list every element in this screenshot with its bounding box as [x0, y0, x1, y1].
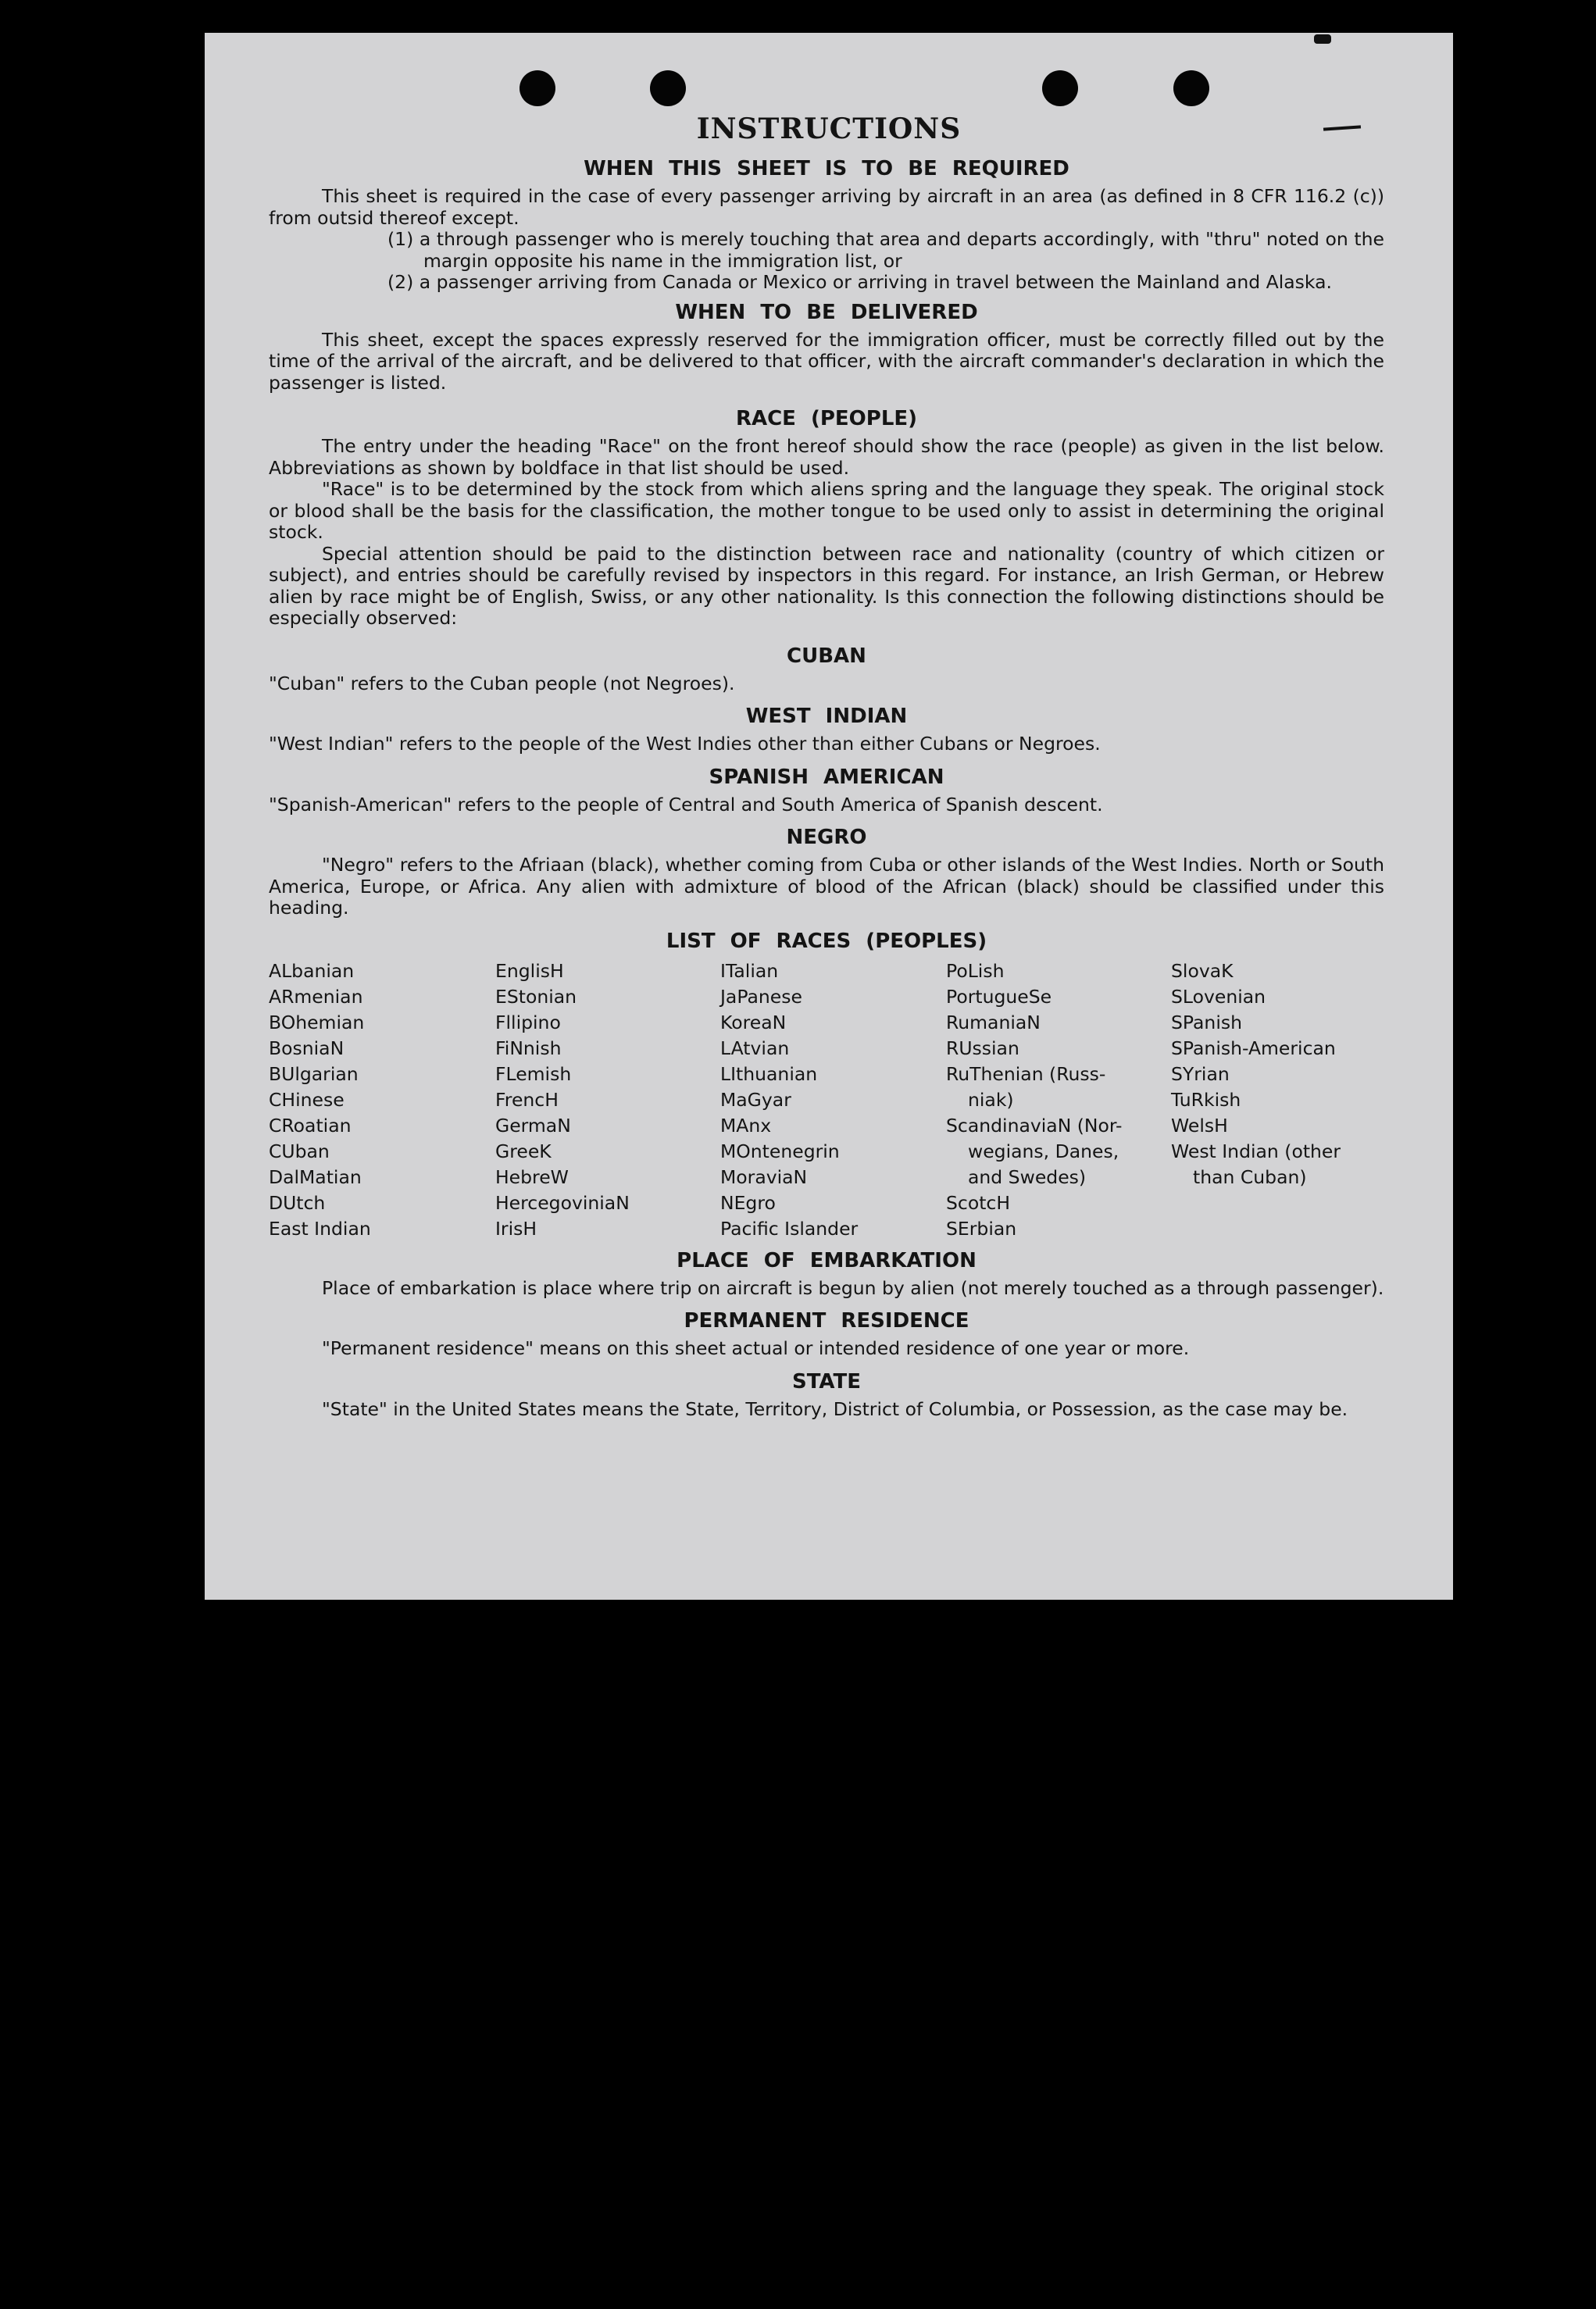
races-column	[495, 958, 720, 1242]
page-title: INSTRUCTIONS	[696, 112, 962, 145]
list-item: DUtch	[269, 1191, 326, 1214]
list-item: and Swedes)	[968, 1165, 1087, 1188]
section-heading: PLACE OF EMBARKATION	[677, 1248, 977, 1272]
punch-hole	[1042, 70, 1078, 106]
list-item: Pacific Islander	[720, 1217, 859, 1240]
paragraph: "West Indian" refers to the people of the West Indies other than either Cubans or Negroes.	[269, 733, 1101, 755]
list-item: ALbanian	[269, 959, 355, 982]
list-item: CRoatian	[269, 1114, 352, 1137]
punch-hole	[1173, 70, 1209, 106]
list-item: BOhemian	[269, 1011, 365, 1033]
list-item: TuRkish	[1171, 1088, 1241, 1111]
list-item: GermaN	[495, 1114, 571, 1137]
list-item: GreeK	[495, 1140, 552, 1162]
document-page	[205, 33, 1453, 1600]
list-item: Fllipino	[495, 1011, 561, 1033]
section-heading: SPANISH AMERICAN	[709, 765, 944, 789]
list-item: SYrian	[1171, 1062, 1230, 1085]
paragraph: The entry under the heading "Race" on the front hereof should show the race (people) as given in the list below. Abbreviations as shown by boldface in that list should be used.	[269, 435, 1384, 479]
list-item: PortugueSe	[946, 985, 1052, 1008]
list-item: DalMatian	[269, 1165, 362, 1188]
list-item: HercegoviniaN	[495, 1191, 630, 1214]
punch-hole	[520, 70, 555, 106]
list-item: SlovaK	[1171, 959, 1234, 982]
list-item: KoreaN	[720, 1011, 787, 1033]
list-item: MoraviaN	[720, 1165, 808, 1188]
section-heading: LIST OF RACES (PEOPLES)	[666, 929, 987, 953]
list-item: BosniaN	[269, 1037, 345, 1059]
races-column	[269, 958, 495, 1242]
list-item: IrisH	[495, 1217, 537, 1240]
section-heading: PERMANENT RESIDENCE	[684, 1309, 969, 1333]
paper-tear	[1314, 34, 1331, 44]
paragraph: "Negro" refers to the Afriaan (black), whether coming from Cuba or other islands of the West Indies. North or South America, Europe, or Africa. Any alien with admixture of blood of the African (black) should be classified under this heading.	[269, 854, 1384, 919]
list-item: ITalian	[720, 959, 779, 982]
section-heading: RACE (PEOPLE)	[735, 407, 918, 430]
list-item: niak)	[968, 1088, 1014, 1111]
punch-hole	[650, 70, 686, 106]
list-item: CUban	[269, 1140, 330, 1162]
paragraph: "Cuban" refers to the Cuban people (not Negroes).	[269, 672, 735, 694]
section-heading: WEST INDIAN	[745, 705, 908, 728]
list-item: JaPanese	[720, 985, 802, 1008]
list-item: ARmenian	[269, 985, 363, 1008]
races-list	[269, 958, 1384, 1242]
list-item: MaGyar	[720, 1088, 791, 1111]
list-item: SPanish	[1171, 1011, 1242, 1033]
list-item: SLovenian	[1171, 985, 1266, 1008]
list-item: FiNnish	[495, 1037, 562, 1059]
section-heading: CUBAN	[787, 644, 866, 668]
races-column	[720, 958, 946, 1242]
list-item: MAnx	[720, 1114, 772, 1137]
list-item: LAtvian	[720, 1037, 790, 1059]
section-heading: WHEN THIS SHEET IS TO BE REQUIRED	[584, 157, 1069, 180]
instructions-body	[269, 150, 1384, 1420]
list-item: SPanish-American	[1171, 1037, 1336, 1059]
paragraph: Special attention should be paid to the distinction between race and nationality (country of which citizen or subject), and entries should be carefully revised by inspectors in this regard. For instance, an Irish German, or Hebrew alien by race might be of English, Swiss, or any other nationality. Is this connection the following distinctions should be especially observed:	[269, 542, 1384, 629]
section-heading: NEGRO	[786, 826, 867, 849]
paragraph: This sheet, except the spaces expressly reserved for the immigration officer, must be correctly filled out by the time of the arrival of the aircraft, and be delivered to that officer, with the aircraft commander's declaration in which the passenger is listed.	[269, 328, 1384, 394]
paragraph: Place of embarkation is place where trip on aircraft is begun by alien (not merely touched as a through passenger).	[322, 1276, 1384, 1299]
paragraph: This sheet is required in the case of every passenger arriving by aircraft in an area (as defined in 8 CFR 116.2 (c)) from outsid thereof except.	[269, 185, 1384, 229]
list-item: West Indian (other	[1171, 1140, 1341, 1162]
list-item: than Cuban)	[1193, 1165, 1307, 1188]
list-item: wegians, Danes,	[968, 1140, 1119, 1162]
list-item: SErbian	[946, 1217, 1017, 1240]
list-item: (2) a passenger arriving from Canada or Mexico or arriving in travel between the Mainland and Alaska.	[387, 271, 1332, 293]
list-item: FLemish	[495, 1062, 572, 1085]
list-item: ScandinaviaN (Nor-	[946, 1114, 1123, 1137]
paragraph: "Permanent residence" means on this sheet actual or intended residence of one year or more.	[322, 1337, 1190, 1359]
list-item: RuThenian (Russ-	[946, 1062, 1106, 1085]
list-item: EnglisH	[495, 959, 564, 982]
list-item: NEgro	[720, 1191, 776, 1214]
list-item: CHinese	[269, 1088, 345, 1111]
paragraph: "Race" is to be determined by the stock from which aliens spring and the language they speak. The original stock or blood shall be the basis for the classification, the mother tongue to be used only to assist in determining the original stock.	[269, 478, 1384, 543]
list-item: EStonian	[495, 985, 577, 1008]
list-item: MOntenegrin	[720, 1140, 840, 1162]
list-item: FrencH	[495, 1088, 559, 1111]
list-item: ScotcH	[946, 1191, 1011, 1214]
list-item: BUlgarian	[269, 1062, 359, 1085]
paragraph: "Spanish-American" refers to the people of Central and South America of Spanish descent.	[269, 793, 1103, 815]
list-item: PoLish	[946, 959, 1005, 982]
list-item: LIthuanian	[720, 1062, 818, 1085]
races-column	[1171, 958, 1398, 1242]
list-item: (1) a through passenger who is merely touching that area and departs accordingly, with "thru" noted on the margin opposite his name in the immigration list, or	[387, 228, 1384, 272]
list-item: RumaniaN	[946, 1011, 1041, 1033]
list-item: HebreW	[495, 1165, 569, 1188]
races-column	[946, 958, 1171, 1242]
list-item: WelsH	[1171, 1114, 1228, 1137]
paragraph: "State" in the United States means the State, Territory, District of Columbia, or Possession, as the case may be.	[322, 1397, 1348, 1420]
section-heading: WHEN TO BE DELIVERED	[675, 300, 978, 324]
section-heading: STATE	[791, 1369, 862, 1394]
list-item: RUssian	[946, 1037, 1019, 1059]
list-item: East Indian	[269, 1217, 371, 1240]
